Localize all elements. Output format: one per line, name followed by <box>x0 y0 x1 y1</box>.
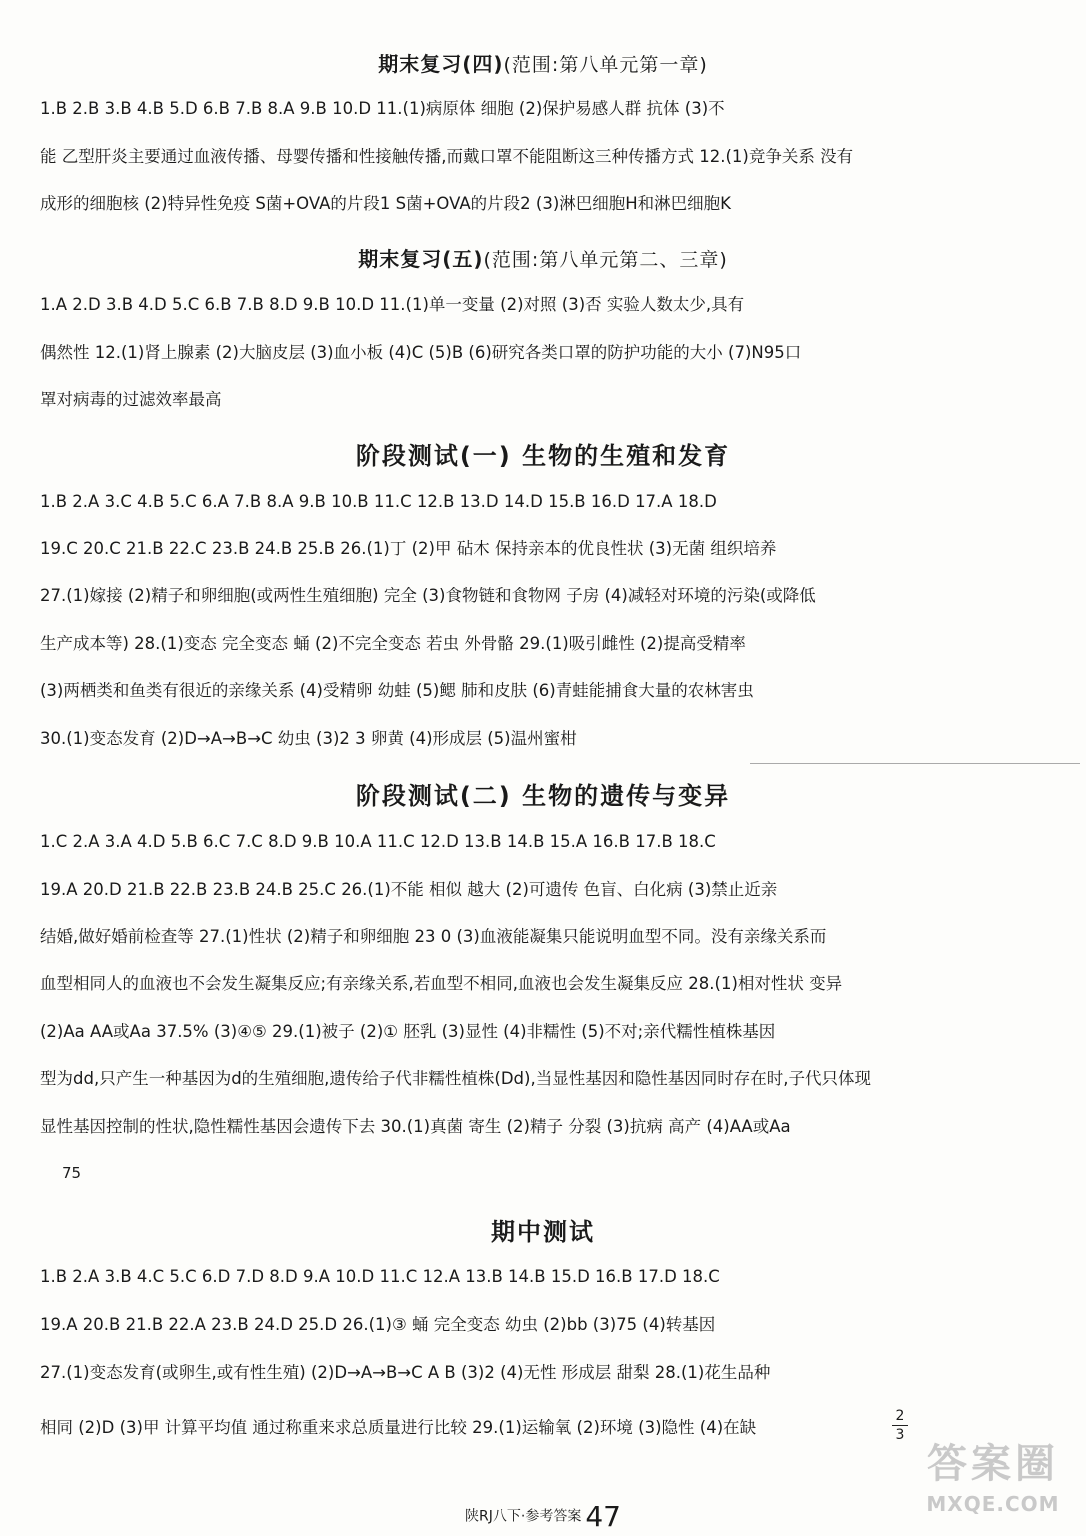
page-number: 47 <box>585 1500 621 1533</box>
answer-line: 成形的细胞核 (2)特异性免疫 S菌+OVA的片段1 S菌+OVA的片段2 (3)淋巴细胞H和淋巴细胞K <box>40 194 731 213</box>
answer-line: (3)两栖类和鱼类有很近的亲缘关系 (4)受精卵 幼蛙 (5)鳃 肺和皮肤 (6)青蛙能捕食大量的农林害虫 <box>40 681 754 700</box>
answer-line: 1.B 2.A 3.C 4.B 5.C 6.A 7.B 8.A 9.B 10.B 11.C 12.B 13.D 14.D 15.B 16.D 17.A 18.D <box>40 492 717 511</box>
section-title-midterm: 期中测试 <box>491 1218 595 1246</box>
section-title-stage1: 阶段测试(一) 生物的生殖和发育 <box>355 442 731 470</box>
watermark-url: MXQE.COM <box>926 1492 1060 1516</box>
section-title-review5: 期末复习(五)(范围:第八单元第二、三章) <box>358 247 728 271</box>
answer-line: 能 乙型肝炎主要通过血液传播、母婴传播和性接触传播,而戴口罩不能阻断这三种传播方式 12.(1)竞争关系 没有 <box>40 147 854 166</box>
answer-line: 相同 (2)D (3)甲 计算平均值 通过称重来求总质量进行比较 29.(1)运输氧 (2)环境 (3)隐性 (4)在缺 <box>40 1418 757 1437</box>
answer-line: 1.B 2.A 3.B 4.C 5.C 6.D 7.D 8.D 9.A 10.D 11.C 12.A 13.B 14.B 15.D 16.B 17.D 18.C <box>40 1267 720 1286</box>
answer-line: 显性基因控制的性状,隐性糯性基因会遗传下去 30.(1)真菌 寄生 (2)精子 分裂 (3)抗病 高产 (4)AA或Aa <box>40 1117 791 1136</box>
footer-label: 陕RJ八下·参考答案 <box>465 1508 582 1525</box>
watermark-text: 答案圈 <box>927 1441 1059 1487</box>
divider <box>750 763 1080 764</box>
section-title-review4: 期末复习(四)(范围:第八单元第一章) <box>378 52 708 76</box>
answer-line: 1.C 2.A 3.A 4.D 5.B 6.C 7.C 8.D 9.B 10.A 11.C 12.D 13.B 14.B 15.A 16.B 17.B 18.C <box>40 832 716 851</box>
answer-line: 30.(1)变态发育 (2)D→A→B→C 幼虫 (3)2 3 卵黄 (4)形成层 (5)温州蜜柑 <box>40 729 577 748</box>
answer-line: 27.(1)嫁接 (2)精子和卵细胞(或两性生殖细胞) 完全 (3)食物链和食物网 子房 (4)减轻对环境的污染(或降低 <box>40 586 816 605</box>
section-title-stage2: 阶段测试(二) 生物的遗传与变异 <box>355 782 731 810</box>
answer-line: 生产成本等) 28.(1)变态 完全变态 蛹 (2)不完全变态 若虫 外骨骼 29.(1)吸引雌性 (2)提高受精率 <box>40 634 746 653</box>
page-note: 75 <box>62 1164 82 1182</box>
answer-line: 罩对病毒的过滤效率最高 <box>40 390 222 409</box>
answer-line: 19.C 20.C 21.B 22.C 23.B 24.B 25.B 26.(1)丁 (2)甲 砧木 保持亲本的优良性状 (3)无菌 组织培养 <box>40 539 777 558</box>
fraction-bar <box>892 1425 908 1426</box>
answer-line: 1.A 2.D 3.B 4.D 5.C 6.B 7.B 8.D 9.B 10.D 11.(1)单一变量 (2)对照 (3)否 实验人数太少,具有 <box>40 295 745 314</box>
watermark-logo <box>918 1436 1068 1531</box>
answer-line: 27.(1)变态发育(或卵生,或有性生殖) (2)D→A→B→C A B (3)2 (4)无性 形成层 甜梨 28.(1)花生品种 <box>40 1363 771 1382</box>
fraction-numerator: 2 <box>895 1408 905 1424</box>
fraction <box>892 1408 908 1443</box>
answer-line: 偶然性 12.(1)肾上腺素 (2)大脑皮层 (3)血小板 (4)C (5)B (6)研究各类口罩的防护功能的大小 (7)N95口 <box>40 343 802 362</box>
answer-line: 血型相同人的血液也不会发生凝集反应;有亲缘关系,若血型不相同,血液也会发生凝集反应 28.(1)相对性状 变异 <box>40 974 843 993</box>
answer-line: 19.A 20.B 21.B 22.A 23.B 24.D 25.D 26.(1)③ 蛹 完全变态 幼虫 (2)bb (3)75 (4)转基因 <box>40 1315 716 1334</box>
answer-line: 结婚,做好婚前检查等 27.(1)性状 (2)精子和卵细胞 23 0 (3)血液能凝集只能说明血型不同。没有亲缘关系而 <box>40 927 827 946</box>
answer-line: 型为dd,只产生一种基因为d的生殖细胞,遗传给子代非糯性植株(Dd),当显性基因和隐性基因同时存在时,子代只体现 <box>40 1069 871 1088</box>
answer-line: 19.A 20.D 21.B 22.B 23.B 24.B 25.C 26.(1)不能 相似 越大 (2)可遗传 色盲、白化病 (3)禁止近亲 <box>40 880 778 899</box>
answer-line: 1.B 2.B 3.B 4.B 5.D 6.B 7.B 8.A 9.B 10.D 11.(1)病原体 细胞 (2)保护易感人群 抗体 (3)不 <box>40 99 725 118</box>
fraction-denominator: 3 <box>895 1427 905 1443</box>
answer-line: (2)Aa AA或Aa 37.5% (3)④⑤ 29.(1)被子 (2)① 胚乳 (3)显性 (4)非糯性 (5)不对;亲代糯性植株基因 <box>40 1022 776 1041</box>
